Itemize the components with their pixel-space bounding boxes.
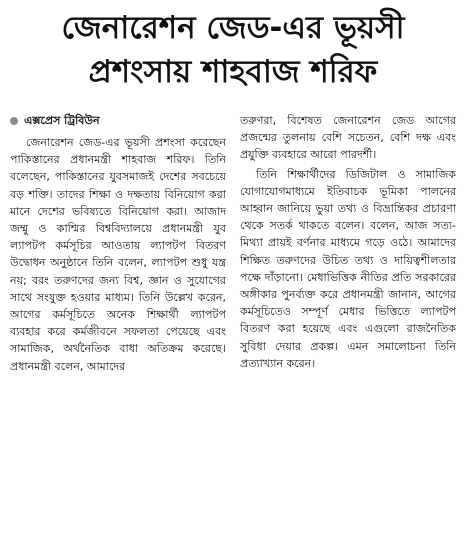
byline-source: এক্সপ্রেস ট্রিবিউন (24, 113, 100, 127)
headline-line-2: প্রশংসায় শাহবাজ শরিফ (88, 54, 378, 90)
paragraph: জেনারেশন জেড-এর ভূয়সী প্রশংসা করেছেন পাকিস্তানের প্রধানমন্ত্রী শাহবাজ শরিফ। তিনি বলেছেন, পাকিস্তানের যুবসমাজই দেশের সবচেয়ে বড় শক্তি। তাদের শিক্ষা ও দক্ষতায় বিনিয়োগ করা মানে দেশের ভবিষ্যতে বিনিয়োগ করা। আজাদ জম্মু ও কাশ্মির বিশ্ববিদ্যালয়ে প্রধানমন্ত্রী যুব ল্যাপটপ কর্মসূচির আওতায় ল্যাপটপ বিতরণ উদ্বোধন অনুষ্ঠানে তিনি বলেন, ল্যাপটপ শুধু যন্ত্র নয়; বরং তরুণদের জন্য বিশ্ব, জ্ঞান ও সুযোগের সাথে সংযুক্ত হওয়ার মাধ্যম। তিনি উল্লেখ করেন, আগের কর্মসূচিতে অনেক শিক্ষার্থী ল্যাপটপ ব্যবহার করে কর্মজীবনে সফলতা পেয়েছে এবং সামাজিক, অর্থনৈতিক বাধা অতিক্রম করেছে। প্রধানমন্ত্রী বলেন, আমাদের (10, 136, 226, 373)
bullet-icon (10, 117, 18, 125)
paragraph: তিনি শিক্ষার্থীদের ডিজিটাল ও সামাজিক যোগাযোগমাধ্যমে ইতিবাচক ভূমিকা পালনের আহ্বান জানিয়ে ভুয়া তথ্য ও বিভ্রান্তিকর প্রচারণা থেকে সতর্ক থাকতে বলেন। বলেন, আজ সত্য-মিথ্যা প্রায়ই বর্ণনার মাধ্যমে গড়ে ওঠে। আমাদের শিক্ষিত তরুণদের উচিত তথ্য ও দায়িত্বশীলতার পক্ষে দাঁড়ানো। মেধাভিত্তিক নীতির প্রতি সরকারের অঙ্গীকার পুনর্ব্যক্ত করে প্রধানমন্ত্রী জানান, আগের কর্মসূচিতেও সম্পূর্ণ মেধার ভিত্তিতে ল্যাপটপ বিতরণ করা হয়েছে এবং এগুলো রাজনৈতিক সুবিধা দেয়ার প্রকল্প। এমন সমালোচনা তিনি প্রত্যাখ্যান করেন। (240, 167, 456, 370)
left-column (10, 112, 226, 375)
headline-line-1: জেনারেশন জেড-এর ভূয়সী (61, 10, 405, 46)
page-bottom-margin (0, 528, 466, 538)
article-body (10, 112, 456, 375)
headline (10, 6, 456, 94)
byline (10, 112, 226, 130)
right-column (240, 112, 456, 375)
paragraph: তরুণরা, বিশেষত জেনারেশন জেড আগের প্রজন্মের তুলনায় বেশি সচেতন, বেশি দক্ষ এবং প্রযুক্তি ব্যবহারে আরো পারদর্শী। (240, 114, 456, 162)
